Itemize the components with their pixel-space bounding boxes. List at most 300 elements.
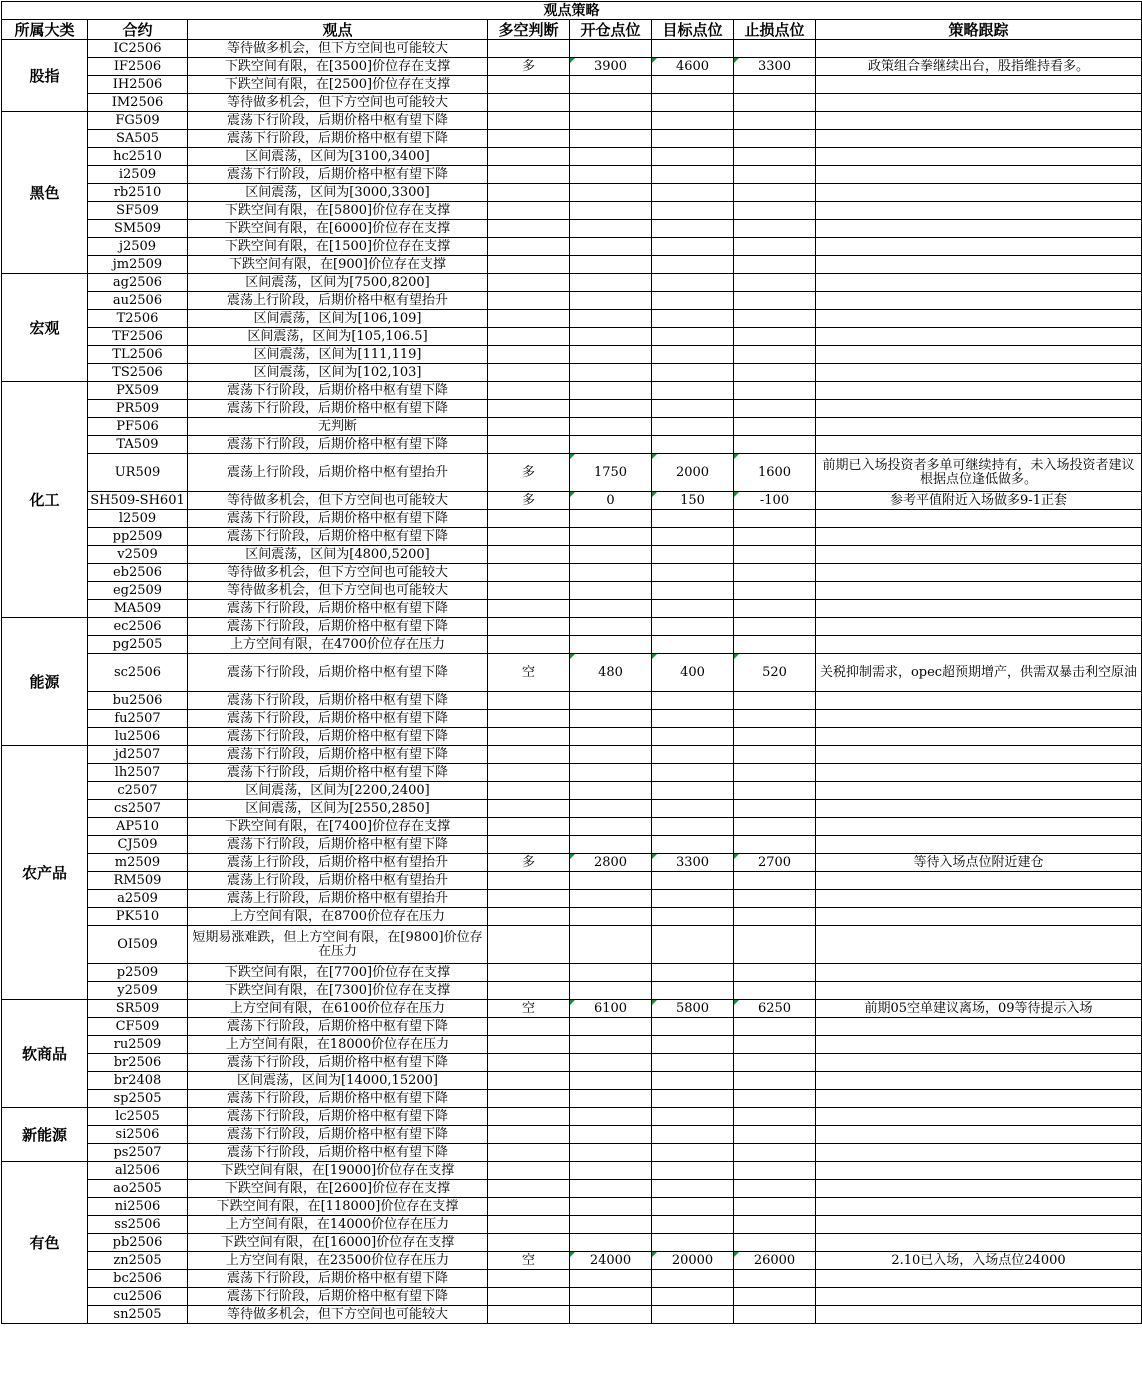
header-contract[interactable]: 合约: [88, 20, 188, 40]
view-cell[interactable]: 震荡下行阶段，后期价格中枢有望下降: [188, 1090, 488, 1108]
direction-cell[interactable]: [488, 382, 570, 400]
direction-cell[interactable]: [488, 292, 570, 310]
contract-cell[interactable]: eg2509: [88, 582, 188, 600]
view-cell[interactable]: 无判断: [188, 418, 488, 436]
open-price-cell[interactable]: [570, 836, 652, 854]
tracking-cell[interactable]: [816, 764, 1142, 782]
direction-cell[interactable]: [488, 872, 570, 890]
open-price-cell[interactable]: [570, 618, 652, 636]
stop-price-cell[interactable]: [734, 238, 816, 256]
view-cell[interactable]: 区间震荡，区间为[4800,5200]: [188, 546, 488, 564]
tracking-cell[interactable]: [816, 1018, 1142, 1036]
direction-cell[interactable]: [488, 166, 570, 184]
category-cell[interactable]: 能源: [2, 618, 88, 746]
stop-price-cell[interactable]: [734, 1216, 816, 1234]
view-cell[interactable]: 区间震荡，区间为[111,119]: [188, 346, 488, 364]
target-price-cell[interactable]: [652, 964, 734, 982]
target-price-cell[interactable]: [652, 1018, 734, 1036]
contract-cell[interactable]: cu2506: [88, 1288, 188, 1306]
tracking-cell[interactable]: [816, 76, 1142, 94]
direction-cell[interactable]: [488, 908, 570, 926]
direction-cell[interactable]: [488, 274, 570, 292]
view-cell[interactable]: 震荡上行阶段，后期价格中枢有望抬升: [188, 454, 488, 492]
contract-cell[interactable]: lh2507: [88, 764, 188, 782]
stop-price-cell[interactable]: [734, 112, 816, 130]
stop-price-cell[interactable]: [734, 328, 816, 346]
tracking-cell[interactable]: 政策组合拳继续出台，股指维持看多。: [816, 58, 1142, 76]
contract-cell[interactable]: cs2507: [88, 800, 188, 818]
direction-cell[interactable]: [488, 130, 570, 148]
direction-cell[interactable]: [488, 800, 570, 818]
target-price-cell[interactable]: [652, 364, 734, 382]
open-price-cell[interactable]: [570, 436, 652, 454]
target-price-cell[interactable]: [652, 1126, 734, 1144]
open-price-cell[interactable]: [570, 256, 652, 274]
direction-cell[interactable]: [488, 1180, 570, 1198]
open-price-cell[interactable]: [570, 1144, 652, 1162]
view-cell[interactable]: 区间震荡，区间为[3100,3400]: [188, 148, 488, 166]
stop-price-cell[interactable]: [734, 728, 816, 746]
stop-price-cell[interactable]: [734, 220, 816, 238]
tracking-cell[interactable]: [816, 112, 1142, 130]
direction-cell[interactable]: [488, 238, 570, 256]
contract-cell[interactable]: UR509: [88, 454, 188, 492]
target-price-cell[interactable]: [652, 148, 734, 166]
tracking-cell[interactable]: [816, 418, 1142, 436]
direction-cell[interactable]: 多: [488, 854, 570, 872]
open-price-cell[interactable]: [570, 890, 652, 908]
stop-price-cell[interactable]: [734, 1090, 816, 1108]
tracking-cell[interactable]: 参考平值附近入场做多9-1正套: [816, 492, 1142, 510]
view-cell[interactable]: 震荡下行阶段，后期价格中枢有望下降: [188, 710, 488, 728]
open-price-cell[interactable]: [570, 582, 652, 600]
target-price-cell[interactable]: [652, 800, 734, 818]
direction-cell[interactable]: [488, 220, 570, 238]
open-price-cell[interactable]: 3900: [570, 58, 652, 76]
target-price-cell[interactable]: [652, 1288, 734, 1306]
stop-price-cell[interactable]: [734, 184, 816, 202]
view-cell[interactable]: 短期易涨难跌，但上方空间有限，在[9800]价位存在压力: [188, 926, 488, 964]
tracking-cell[interactable]: [816, 346, 1142, 364]
view-cell[interactable]: 震荡下行阶段，后期价格中枢有望下降: [188, 436, 488, 454]
direction-cell[interactable]: [488, 600, 570, 618]
view-cell[interactable]: 下跌空间有限，在[7700]价位存在支撑: [188, 964, 488, 982]
stop-price-cell[interactable]: [734, 1234, 816, 1252]
view-cell[interactable]: 震荡上行阶段，后期价格中枢有望抬升: [188, 292, 488, 310]
tracking-cell[interactable]: [816, 582, 1142, 600]
target-price-cell[interactable]: [652, 710, 734, 728]
direction-cell[interactable]: [488, 582, 570, 600]
target-price-cell[interactable]: [652, 220, 734, 238]
direction-cell[interactable]: [488, 328, 570, 346]
target-price-cell[interactable]: [652, 636, 734, 654]
tracking-cell[interactable]: [816, 1126, 1142, 1144]
contract-cell[interactable]: j2509: [88, 238, 188, 256]
tracking-cell[interactable]: [816, 40, 1142, 58]
target-price-cell[interactable]: [652, 166, 734, 184]
direction-cell[interactable]: [488, 1018, 570, 1036]
contract-cell[interactable]: y2509: [88, 982, 188, 1000]
view-cell[interactable]: 震荡下行阶段，后期价格中枢有望下降: [188, 654, 488, 692]
stop-price-cell[interactable]: -100: [734, 492, 816, 510]
contract-cell[interactable]: pb2506: [88, 1234, 188, 1252]
target-price-cell[interactable]: [652, 582, 734, 600]
category-cell[interactable]: 股指: [2, 40, 88, 112]
contract-cell[interactable]: l2509: [88, 510, 188, 528]
tracking-cell[interactable]: [816, 926, 1142, 964]
view-cell[interactable]: 震荡下行阶段，后期价格中枢有望下降: [188, 692, 488, 710]
open-price-cell[interactable]: [570, 382, 652, 400]
target-price-cell[interactable]: [652, 202, 734, 220]
stop-price-cell[interactable]: [734, 1018, 816, 1036]
direction-cell[interactable]: [488, 148, 570, 166]
stop-price-cell[interactable]: [734, 400, 816, 418]
stop-price-cell[interactable]: [734, 1162, 816, 1180]
view-cell[interactable]: 震荡上行阶段，后期价格中枢有望抬升: [188, 854, 488, 872]
target-price-cell[interactable]: [652, 1180, 734, 1198]
direction-cell[interactable]: [488, 256, 570, 274]
contract-cell[interactable]: hc2510: [88, 148, 188, 166]
tracking-cell[interactable]: [816, 836, 1142, 854]
target-price-cell[interactable]: [652, 1234, 734, 1252]
direction-cell[interactable]: [488, 364, 570, 382]
contract-cell[interactable]: pg2505: [88, 636, 188, 654]
view-cell[interactable]: 下跌空间有限，在[5800]价位存在支撑: [188, 202, 488, 220]
open-price-cell[interactable]: [570, 1234, 652, 1252]
contract-cell[interactable]: MA509: [88, 600, 188, 618]
header-open[interactable]: 开仓点位: [570, 20, 652, 40]
open-price-cell[interactable]: [570, 112, 652, 130]
contract-cell[interactable]: m2509: [88, 854, 188, 872]
stop-price-cell[interactable]: [734, 982, 816, 1000]
view-cell[interactable]: 震荡下行阶段，后期价格中枢有望下降: [188, 510, 488, 528]
header-category[interactable]: 所属大类: [2, 20, 88, 40]
target-price-cell[interactable]: [652, 818, 734, 836]
target-price-cell[interactable]: [652, 692, 734, 710]
contract-cell[interactable]: jm2509: [88, 256, 188, 274]
target-price-cell[interactable]: [652, 728, 734, 746]
target-price-cell[interactable]: [652, 382, 734, 400]
open-price-cell[interactable]: [570, 710, 652, 728]
category-cell[interactable]: 农产品: [2, 746, 88, 1000]
view-cell[interactable]: 震荡下行阶段，后期价格中枢有望下降: [188, 728, 488, 746]
header-view[interactable]: 观点: [188, 20, 488, 40]
view-cell[interactable]: 震荡下行阶段，后期价格中枢有望下降: [188, 130, 488, 148]
tracking-cell[interactable]: [816, 364, 1142, 382]
view-cell[interactable]: 区间震荡，区间为[106,109]: [188, 310, 488, 328]
stop-price-cell[interactable]: [734, 964, 816, 982]
direction-cell[interactable]: 多: [488, 492, 570, 510]
open-price-cell[interactable]: [570, 184, 652, 202]
open-price-cell[interactable]: [570, 346, 652, 364]
direction-cell[interactable]: [488, 436, 570, 454]
contract-cell[interactable]: au2506: [88, 292, 188, 310]
open-price-cell[interactable]: [570, 310, 652, 328]
category-cell[interactable]: 新能源: [2, 1108, 88, 1162]
stop-price-cell[interactable]: [734, 202, 816, 220]
open-price-cell[interactable]: [570, 364, 652, 382]
target-price-cell[interactable]: [652, 764, 734, 782]
stop-price-cell[interactable]: [734, 908, 816, 926]
direction-cell[interactable]: [488, 310, 570, 328]
target-price-cell[interactable]: [652, 40, 734, 58]
open-price-cell[interactable]: [570, 800, 652, 818]
tracking-cell[interactable]: 2.10已入场，入场点位24000: [816, 1252, 1142, 1270]
contract-cell[interactable]: TF2506: [88, 328, 188, 346]
view-cell[interactable]: 等待做多机会，但下方空间也可能较大: [188, 582, 488, 600]
tracking-cell[interactable]: [816, 400, 1142, 418]
tracking-cell[interactable]: [816, 1180, 1142, 1198]
target-price-cell[interactable]: [652, 130, 734, 148]
direction-cell[interactable]: [488, 618, 570, 636]
view-cell[interactable]: 等待做多机会，但下方空间也可能较大: [188, 94, 488, 112]
contract-cell[interactable]: CF509: [88, 1018, 188, 1036]
tracking-cell[interactable]: [816, 220, 1142, 238]
view-cell[interactable]: 震荡下行阶段，后期价格中枢有望下降: [188, 764, 488, 782]
tracking-cell[interactable]: [816, 600, 1142, 618]
contract-cell[interactable]: lu2506: [88, 728, 188, 746]
direction-cell[interactable]: [488, 764, 570, 782]
tracking-cell[interactable]: [816, 1270, 1142, 1288]
contract-cell[interactable]: si2506: [88, 1126, 188, 1144]
contract-cell[interactable]: OI509: [88, 926, 188, 964]
open-price-cell[interactable]: [570, 94, 652, 112]
open-price-cell[interactable]: [570, 418, 652, 436]
view-cell[interactable]: 等待做多机会，但下方空间也可能较大: [188, 1306, 488, 1324]
view-cell[interactable]: 下跌空间有限，在[900]价位存在支撑: [188, 256, 488, 274]
stop-price-cell[interactable]: [734, 692, 816, 710]
stop-price-cell[interactable]: [734, 600, 816, 618]
tracking-cell[interactable]: [816, 1306, 1142, 1324]
open-price-cell[interactable]: [570, 1306, 652, 1324]
contract-cell[interactable]: PX509: [88, 382, 188, 400]
stop-price-cell[interactable]: [734, 582, 816, 600]
stop-price-cell[interactable]: [734, 1072, 816, 1090]
direction-cell[interactable]: 空: [488, 1000, 570, 1018]
view-cell[interactable]: 震荡下行阶段，后期价格中枢有望下降: [188, 400, 488, 418]
direction-cell[interactable]: [488, 1306, 570, 1324]
view-cell[interactable]: 震荡下行阶段，后期价格中枢有望下降: [188, 166, 488, 184]
view-cell[interactable]: 震荡下行阶段，后期价格中枢有望下降: [188, 1108, 488, 1126]
contract-cell[interactable]: TS2506: [88, 364, 188, 382]
target-price-cell[interactable]: [652, 982, 734, 1000]
tracking-cell[interactable]: [816, 238, 1142, 256]
tracking-cell[interactable]: [816, 710, 1142, 728]
tracking-cell[interactable]: [816, 1144, 1142, 1162]
tracking-cell[interactable]: 前期已入场投资者多单可继续持有，未入场投资者建议根据点位逢低做多。: [816, 454, 1142, 492]
tracking-cell[interactable]: [816, 1108, 1142, 1126]
view-cell[interactable]: 震荡下行阶段，后期价格中枢有望下降: [188, 382, 488, 400]
open-price-cell[interactable]: [570, 636, 652, 654]
tracking-cell[interactable]: [816, 510, 1142, 528]
header-stop[interactable]: 止损点位: [734, 20, 816, 40]
stop-price-cell[interactable]: [734, 256, 816, 274]
contract-cell[interactable]: v2509: [88, 546, 188, 564]
target-price-cell[interactable]: [652, 274, 734, 292]
open-price-cell[interactable]: [570, 528, 652, 546]
open-price-cell[interactable]: [570, 1018, 652, 1036]
contract-cell[interactable]: sn2505: [88, 1306, 188, 1324]
contract-cell[interactable]: TA509: [88, 436, 188, 454]
stop-price-cell[interactable]: [734, 292, 816, 310]
open-price-cell[interactable]: 1750: [570, 454, 652, 492]
target-price-cell[interactable]: 3300: [652, 854, 734, 872]
contract-cell[interactable]: SM509: [88, 220, 188, 238]
contract-cell[interactable]: rb2510: [88, 184, 188, 202]
direction-cell[interactable]: [488, 510, 570, 528]
open-price-cell[interactable]: [570, 1036, 652, 1054]
direction-cell[interactable]: [488, 964, 570, 982]
category-cell[interactable]: 宏观: [2, 274, 88, 382]
view-cell[interactable]: 震荡下行阶段，后期价格中枢有望下降: [188, 528, 488, 546]
direction-cell[interactable]: [488, 94, 570, 112]
tracking-cell[interactable]: [816, 1036, 1142, 1054]
tracking-cell[interactable]: [816, 1072, 1142, 1090]
open-price-cell[interactable]: 24000: [570, 1252, 652, 1270]
stop-price-cell[interactable]: [734, 418, 816, 436]
target-price-cell[interactable]: [652, 418, 734, 436]
target-price-cell[interactable]: [652, 1072, 734, 1090]
contract-cell[interactable]: PK510: [88, 908, 188, 926]
contract-cell[interactable]: PF506: [88, 418, 188, 436]
view-cell[interactable]: 震荡下行阶段，后期价格中枢有望下降: [188, 1054, 488, 1072]
stop-price-cell[interactable]: 26000: [734, 1252, 816, 1270]
stop-price-cell[interactable]: [734, 1036, 816, 1054]
contract-cell[interactable]: p2509: [88, 964, 188, 982]
view-cell[interactable]: 上方空间有限，在4700价位存在压力: [188, 636, 488, 654]
tracking-cell[interactable]: [816, 908, 1142, 926]
contract-cell[interactable]: pp2509: [88, 528, 188, 546]
tracking-cell[interactable]: [816, 166, 1142, 184]
target-price-cell[interactable]: [652, 782, 734, 800]
open-price-cell[interactable]: [570, 746, 652, 764]
direction-cell[interactable]: [488, 1090, 570, 1108]
contract-cell[interactable]: bc2506: [88, 1270, 188, 1288]
contract-cell[interactable]: T2506: [88, 310, 188, 328]
target-price-cell[interactable]: [652, 94, 734, 112]
open-price-cell[interactable]: [570, 1090, 652, 1108]
direction-cell[interactable]: [488, 1162, 570, 1180]
direction-cell[interactable]: [488, 836, 570, 854]
stop-price-cell[interactable]: [734, 528, 816, 546]
target-price-cell[interactable]: [652, 510, 734, 528]
stop-price-cell[interactable]: [734, 546, 816, 564]
open-price-cell[interactable]: [570, 220, 652, 238]
contract-cell[interactable]: ni2506: [88, 1198, 188, 1216]
target-price-cell[interactable]: [652, 1198, 734, 1216]
stop-price-cell[interactable]: [734, 94, 816, 112]
contract-cell[interactable]: zn2505: [88, 1252, 188, 1270]
direction-cell[interactable]: [488, 1108, 570, 1126]
open-price-cell[interactable]: [570, 782, 652, 800]
stop-price-cell[interactable]: [734, 926, 816, 964]
stop-price-cell[interactable]: [734, 1198, 816, 1216]
contract-cell[interactable]: IF2506: [88, 58, 188, 76]
direction-cell[interactable]: [488, 982, 570, 1000]
tracking-cell[interactable]: [816, 274, 1142, 292]
target-price-cell[interactable]: [652, 310, 734, 328]
target-price-cell[interactable]: [652, 1144, 734, 1162]
target-price-cell[interactable]: [652, 76, 734, 94]
direction-cell[interactable]: [488, 1036, 570, 1054]
stop-price-cell[interactable]: [734, 618, 816, 636]
direction-cell[interactable]: [488, 112, 570, 130]
stop-price-cell[interactable]: [734, 274, 816, 292]
direction-cell[interactable]: 空: [488, 1252, 570, 1270]
direction-cell[interactable]: 多: [488, 454, 570, 492]
stop-price-cell[interactable]: [734, 1054, 816, 1072]
tracking-cell[interactable]: [816, 256, 1142, 274]
view-cell[interactable]: 震荡下行阶段，后期价格中枢有望下降: [188, 1018, 488, 1036]
target-price-cell[interactable]: [652, 528, 734, 546]
stop-price-cell[interactable]: [734, 782, 816, 800]
view-cell[interactable]: 震荡下行阶段，后期价格中枢有望下降: [188, 836, 488, 854]
tracking-cell[interactable]: [816, 618, 1142, 636]
tracking-cell[interactable]: [816, 436, 1142, 454]
view-cell[interactable]: 区间震荡，区间为[105,106.5]: [188, 328, 488, 346]
contract-cell[interactable]: br2506: [88, 1054, 188, 1072]
stop-price-cell[interactable]: [734, 130, 816, 148]
target-price-cell[interactable]: [652, 1036, 734, 1054]
stop-price-cell[interactable]: [734, 818, 816, 836]
open-price-cell[interactable]: [570, 728, 652, 746]
stop-price-cell[interactable]: [734, 564, 816, 582]
view-cell[interactable]: 震荡上行阶段，后期价格中枢有望抬升: [188, 872, 488, 890]
target-price-cell[interactable]: [652, 256, 734, 274]
direction-cell[interactable]: [488, 728, 570, 746]
contract-cell[interactable]: AP510: [88, 818, 188, 836]
tracking-cell[interactable]: [816, 782, 1142, 800]
direction-cell[interactable]: [488, 1198, 570, 1216]
open-price-cell[interactable]: [570, 166, 652, 184]
view-cell[interactable]: 下跌空间有限，在[3500]价位存在支撑: [188, 58, 488, 76]
contract-cell[interactable]: i2509: [88, 166, 188, 184]
direction-cell[interactable]: [488, 400, 570, 418]
tracking-cell[interactable]: [816, 1162, 1142, 1180]
view-cell[interactable]: 下跌空间有限，在[7300]价位存在支撑: [188, 982, 488, 1000]
target-price-cell[interactable]: [652, 746, 734, 764]
tracking-cell[interactable]: [816, 636, 1142, 654]
stop-price-cell[interactable]: [734, 746, 816, 764]
target-price-cell[interactable]: [652, 328, 734, 346]
target-price-cell[interactable]: [652, 1270, 734, 1288]
view-cell[interactable]: 上方空间有限，在14000价位存在压力: [188, 1216, 488, 1234]
open-price-cell[interactable]: [570, 328, 652, 346]
tracking-cell[interactable]: [816, 1054, 1142, 1072]
view-cell[interactable]: 下跌空间有限，在[2500]价位存在支撑: [188, 76, 488, 94]
open-price-cell[interactable]: [570, 1108, 652, 1126]
stop-price-cell[interactable]: [734, 148, 816, 166]
open-price-cell[interactable]: [570, 1270, 652, 1288]
contract-cell[interactable]: TL2506: [88, 346, 188, 364]
tracking-cell[interactable]: [816, 1216, 1142, 1234]
view-cell[interactable]: 等待做多机会，但下方空间也可能较大: [188, 40, 488, 58]
target-price-cell[interactable]: [652, 564, 734, 582]
direction-cell[interactable]: [488, 1054, 570, 1072]
tracking-cell[interactable]: [816, 528, 1142, 546]
target-price-cell[interactable]: [652, 890, 734, 908]
target-price-cell[interactable]: [652, 292, 734, 310]
contract-cell[interactable]: bu2506: [88, 692, 188, 710]
stop-price-cell[interactable]: [734, 1288, 816, 1306]
direction-cell[interactable]: [488, 528, 570, 546]
contract-cell[interactable]: sc2506: [88, 654, 188, 692]
open-price-cell[interactable]: [570, 238, 652, 256]
contract-cell[interactable]: IC2506: [88, 40, 188, 58]
stop-price-cell[interactable]: [734, 76, 816, 94]
open-price-cell[interactable]: [570, 546, 652, 564]
tracking-cell[interactable]: [816, 1288, 1142, 1306]
